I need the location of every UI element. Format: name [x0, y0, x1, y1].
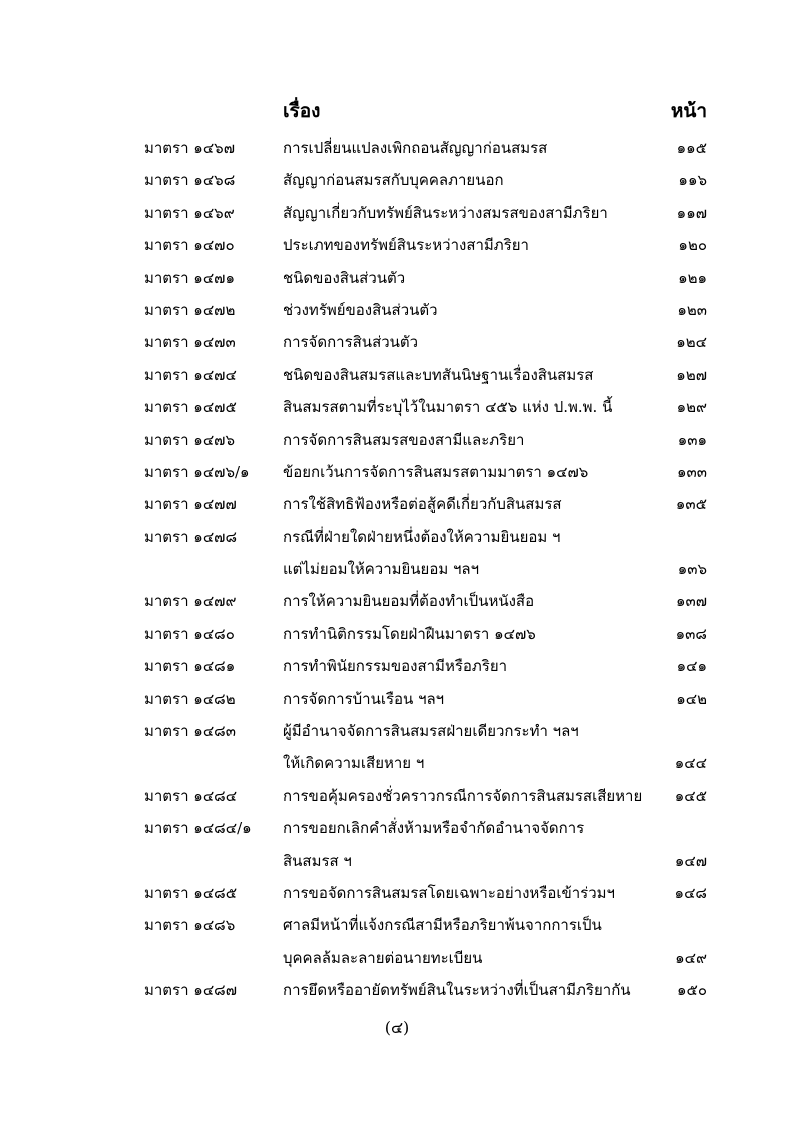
toc-entry: [0, 521, 794, 553]
toc-entry: [0, 974, 794, 1006]
entry-page: ๑๓๖: [677, 560, 707, 579]
entry-page: ๑๕๐: [676, 981, 707, 1000]
entry-title: ประเภทของทรัพย์สินระหว่างสามีภริยา: [283, 236, 529, 255]
toc-entry: [0, 359, 794, 391]
entry-page: ๑๓๑: [677, 430, 707, 449]
entry-title: ชนิดของสินส่วนตัว: [283, 268, 406, 287]
entry-title: การขอจัดการสินสมรสโดยเฉพาะอย่างหรือเข้าร่วมฯ: [283, 883, 615, 902]
page-column-header: หน้า: [670, 100, 707, 122]
toc-entry: [0, 424, 794, 456]
section-number: มาตรา ๑๔๗๙: [144, 592, 237, 611]
toc-entry: [0, 294, 794, 326]
section-number: มาตรา ๑๔๘๗: [144, 981, 238, 1000]
entry-page: ๑๔๘: [674, 883, 707, 902]
toc-entry: [0, 132, 794, 164]
toc-entry: [0, 553, 794, 585]
entry-title: ผู้มีอำนาจจัดการสินสมรสฝ่ายเดียวกระทำ ฯลฯ: [283, 722, 579, 741]
entry-title: การเปลี่ยนแปลงเพิกถอนสัญญาก่อนสมรส: [283, 139, 548, 157]
entry-page: ๑๒๑: [678, 268, 707, 287]
section-number: มาตรา ๑๔๘๓: [144, 722, 236, 741]
entry-page: ๑๑๗: [676, 203, 707, 222]
entry-title: การทำนิติกรรมโดยฝ่าฝืนมาตรา ๑๔๗๖: [283, 624, 536, 643]
entry-page: ๑๔๕: [674, 786, 707, 805]
toc-entry: [0, 845, 794, 877]
toc-entry: [0, 650, 794, 682]
section-number: มาตรา ๑๔๗๑: [144, 268, 235, 287]
toc-entry: [0, 715, 794, 747]
section-number: มาตรา ๑๔๘๑: [144, 657, 236, 676]
entry-title: สินสมรสตามที่ระบุไว้ในมาตรา ๔๕๖ แห่ง ป.พ.พ. นี้: [283, 398, 613, 417]
entry-title: กรณีที่ฝ่ายใดฝ่ายหนึ่งต้องให้ความยินยอม ฯ: [283, 527, 561, 546]
section-number: มาตรา ๑๔๘๕: [144, 883, 238, 902]
entry-title: การจัดการสินสมรสของสามีและภริยา: [283, 430, 525, 449]
entry-page: ๑๔๒: [676, 689, 707, 708]
entry-title: ช่วงทรัพย์ของสินส่วนตัว: [283, 300, 438, 319]
section-number: มาตรา ๑๔๗๖: [144, 430, 235, 449]
toc-entry: [0, 197, 794, 229]
section-number: มาตรา ๑๔๘๔: [144, 786, 238, 805]
entry-page: ๑๔๔: [674, 754, 707, 773]
entry-page: ๑๔๑: [676, 657, 707, 676]
section-number: มาตรา ๑๔๘๔/๑: [144, 819, 252, 838]
section-number: มาตรา ๑๔๖๗: [144, 139, 235, 157]
section-number: มาตรา ๑๔๗๐: [144, 236, 235, 255]
entry-title: ข้อยกเว้นการจัดการสินสมรสตามมาตรา ๑๔๗๖: [283, 462, 589, 481]
entry-title: สินสมรส ฯ: [283, 851, 352, 870]
entry-title: ให้เกิดความเสียหาย ฯ: [283, 754, 425, 773]
toc-entry: [0, 229, 794, 261]
entry-title: การทำพินัยกรรมของสามีหรือภริยา: [283, 657, 508, 676]
toc-entry: [0, 262, 794, 294]
entry-page: ๑๒๐: [678, 236, 707, 255]
entry-title: การยึดหรืออายัดทรัพย์สินในระหว่างที่เป็นสามีภริยากัน: [283, 981, 631, 1000]
entry-title: การจัดการบ้านเรือน ฯลฯ: [283, 689, 445, 708]
section-number: มาตรา ๑๔๗๓: [144, 333, 236, 352]
toc-entry: [0, 164, 794, 196]
toc-entry: [0, 585, 794, 617]
section-number: มาตรา ๑๔๗๒: [144, 300, 236, 319]
toc-entry: [0, 456, 794, 488]
section-number: มาตรา ๑๔๗๔: [144, 365, 237, 384]
entry-title: การให้ความยินยอมที่ต้องทำเป็นหนังสือ: [283, 592, 535, 611]
entry-title: การขอยกเลิกคำสั่งห้ามหรือจำกัดอำนาจจัดการ: [283, 819, 585, 838]
page-footer: [0, 1016, 794, 1041]
toc-entry: [0, 488, 794, 520]
toc-entry: [0, 780, 794, 812]
page-number: (๔): [384, 1018, 410, 1037]
section-number: มาตรา ๑๔๖๙: [144, 203, 235, 222]
toc-entry: [0, 942, 794, 974]
entry-title: ชนิดของสินสมรสและบทสันนิษฐานเรื่องสินสมรส: [283, 365, 594, 384]
entry-title: แต่ไม่ยอมให้ความยินยอม ฯลฯ: [283, 560, 480, 579]
section-number: มาตรา ๑๔๗๘: [144, 527, 238, 546]
entry-page: ๑๓๓: [676, 462, 707, 481]
section-number: มาตรา ๑๔๗๖/๑: [144, 462, 250, 481]
entry-page: ๑๓๗: [675, 592, 707, 611]
section-number: มาตรา ๑๔๘๖: [144, 916, 236, 935]
entry-page: ๑๒๙: [676, 398, 707, 417]
section-number: มาตรา ๑๔๗๗: [144, 495, 237, 514]
section-number: มาตรา ๑๔๘๐: [144, 624, 235, 643]
entry-page: ๑๓๕: [675, 495, 707, 514]
entry-title: สัญญาเกี่ยวกับทรัพย์สินระหว่างสมรสของสามีภริยา: [283, 203, 608, 222]
entry-title: ศาลมีหน้าที่แจ้งกรณีสามีหรือภริยาพ้นจากการเป็น: [283, 916, 602, 935]
entry-page: ๑๒๓: [677, 300, 707, 319]
entry-page: ๑๓๘: [675, 624, 707, 643]
entry-page: ๑๑๕: [676, 139, 707, 157]
section-number: มาตรา ๑๔๗๕: [144, 398, 237, 417]
entry-page: ๑๒๔: [676, 333, 707, 352]
entry-title: บุคคลล้มละลายต่อนายทะเบียน: [283, 948, 483, 967]
entry-page: ๑๔๗: [674, 851, 707, 870]
toc-entry: [0, 391, 794, 423]
entry-page: ๑๒๗: [676, 365, 707, 384]
toc-entry: [0, 326, 794, 358]
topic-column-header: เรื่อง: [283, 100, 321, 122]
entry-title: การขอคุ้มครองชั่วคราวกรณีการจัดการสินสมรสเสียหาย: [283, 786, 643, 805]
toc-entry: [0, 909, 794, 941]
entry-title: สัญญาก่อนสมรสกับบุคคลภายนอก: [283, 171, 504, 190]
toc-entry: [0, 618, 794, 650]
entry-title: การใช้สิทธิฟ้องหรือต่อสู้คดีเกี่ยวกับสินสมรส: [283, 495, 562, 514]
toc-entry: [0, 877, 794, 909]
toc-entry: [0, 747, 794, 779]
section-number: มาตรา ๑๔๖๘: [144, 171, 236, 190]
entry-title: การจัดการสินส่วนตัว: [283, 333, 419, 352]
toc-entry: [0, 812, 794, 844]
section-number: มาตรา ๑๔๘๒: [144, 689, 236, 708]
entry-page: ๑๑๖: [678, 171, 707, 190]
entry-page: ๑๔๙: [675, 948, 707, 967]
toc-entry: [0, 683, 794, 715]
toc-list: [0, 132, 794, 1007]
